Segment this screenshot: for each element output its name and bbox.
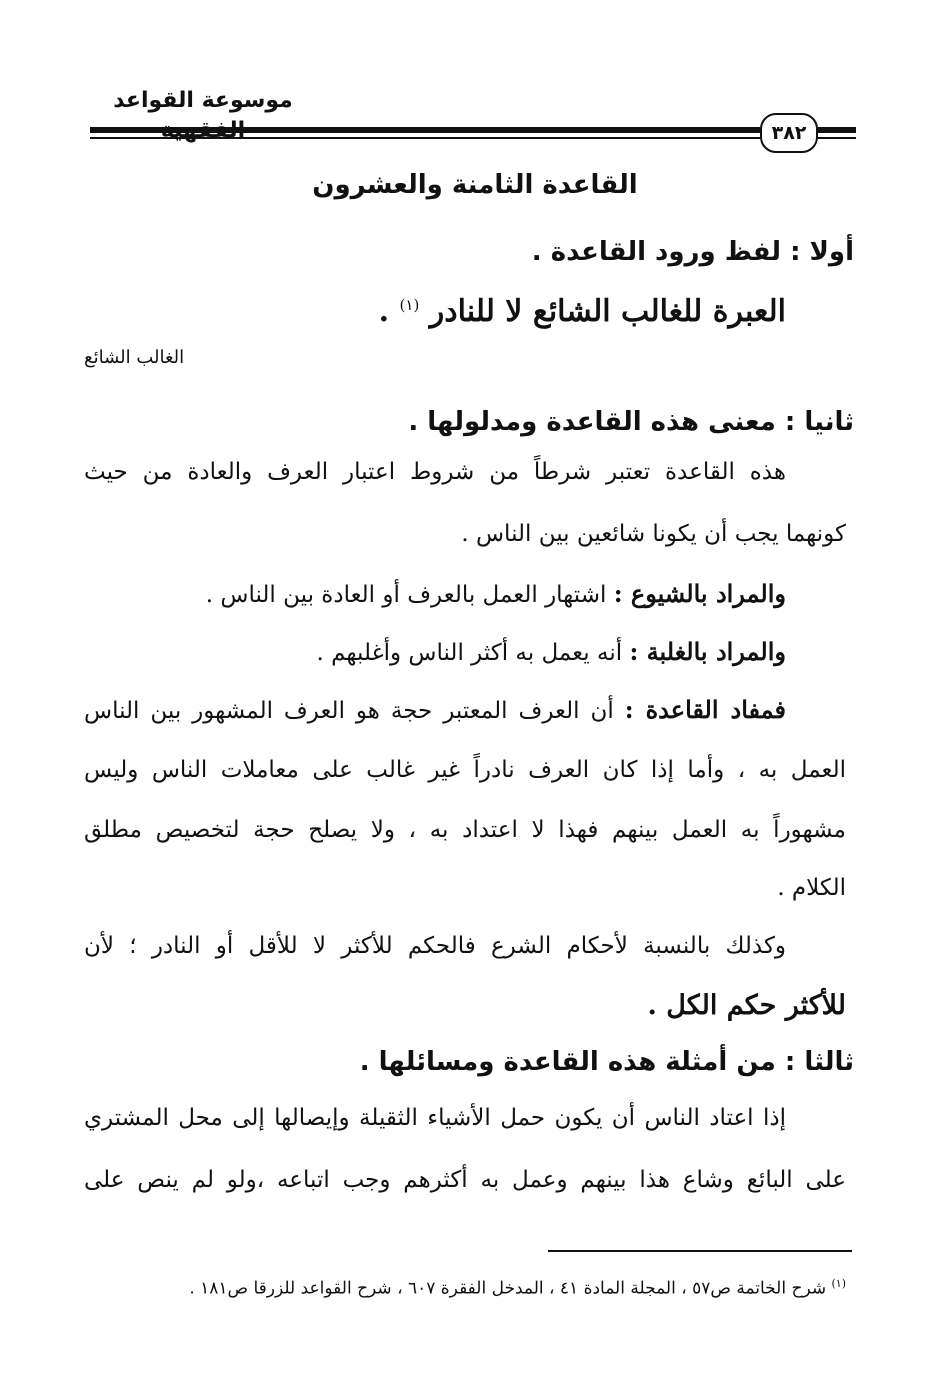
running-header-title: موسوعة القواعد	[113, 88, 293, 113]
body-line: العمل به ، وأما إذا كان العرف نادراً غير غالب على معاملات الناس وليس	[84, 757, 846, 783]
body-line: على البائع وشاع هذا بينهم وعمل به أكثرهم وجب اتباعه ،ولو لم ينص على	[84, 1167, 846, 1193]
rule-statement	[379, 282, 786, 335]
definition-text: أنه يعمل به أكثر الناس وأغلبهم .	[316, 640, 623, 666]
rule-statement-end: .	[378, 294, 390, 329]
definition-term: والمراد بالغلبة :	[629, 637, 786, 666]
footnote-number: (١)	[831, 1277, 846, 1290]
section-heading-meaning: ثانيا : معنى هذه القاعدة ومدلولها .	[408, 407, 854, 437]
definition-ghalaba	[316, 632, 786, 673]
page-number: ٣٨٢	[760, 113, 818, 153]
header-rule-thin-right	[818, 137, 856, 139]
bold-conclusion: للأكثر حكم الكل .	[647, 990, 846, 1021]
footnote-marker: (١)	[399, 296, 420, 314]
body-line: هذه القاعدة تعتبر شرطاً من شروط اعتبار العرف والعادة من حيث	[84, 459, 786, 485]
header-rule-thick-right	[818, 127, 856, 133]
footnote	[189, 1270, 846, 1303]
section-heading-wording: أولا : لفظ ورود القاعدة .	[531, 237, 854, 267]
margin-note: الغالب الشائع	[84, 347, 185, 368]
body-line: كونهما يجب أن يكونا شائعين بين الناس .	[461, 521, 846, 547]
rule-statement-text: العبرة للغالب الشائع لا للنادر	[429, 294, 786, 329]
summary-line	[84, 690, 786, 731]
body-line: مشهوراً به العمل بينهم فهذا لا اعتداد به ، ولا يصلح حجة لتخصيص مطلق	[84, 817, 846, 843]
header-rule-thin	[90, 137, 760, 139]
definition-term: والمراد بالشيوع :	[613, 579, 786, 608]
section-heading-examples: ثالثا : من أمثلة هذه القاعدة ومسائلها .	[359, 1047, 854, 1077]
header-rule-thick	[90, 127, 760, 133]
body-line: الكلام .	[777, 875, 846, 901]
footnote-separator	[548, 1250, 852, 1252]
chapter-title: القاعدة الثامنة والعشرون	[312, 170, 638, 200]
definition-text: اشتهار العمل بالعرف أو العادة بين الناس .	[205, 582, 607, 608]
summary-text: أن العرف المعتبر حجة هو العرف المشهور بين الناس	[84, 698, 614, 724]
body-line: إذا اعتاد الناس أن يكون حمل الأشياء الثقيلة وإيصالها إلى محل المشتري	[84, 1105, 786, 1131]
footnote-text: شرح الخاتمة ص٥٧ ، المجلة المادة ٤١ ، المدخل الفقرة ٦٠٧ ، شرح القواعد للزرقا ص١٨١ .	[189, 1278, 827, 1299]
body-line: وكذلك بالنسبة لأحكام الشرع فالحكم للأكثر لا للأقل أو النادر ؛ لأن	[84, 933, 786, 959]
summary-term: فمفاد القاعدة :	[624, 695, 786, 724]
definition-shuyu	[206, 574, 786, 615]
